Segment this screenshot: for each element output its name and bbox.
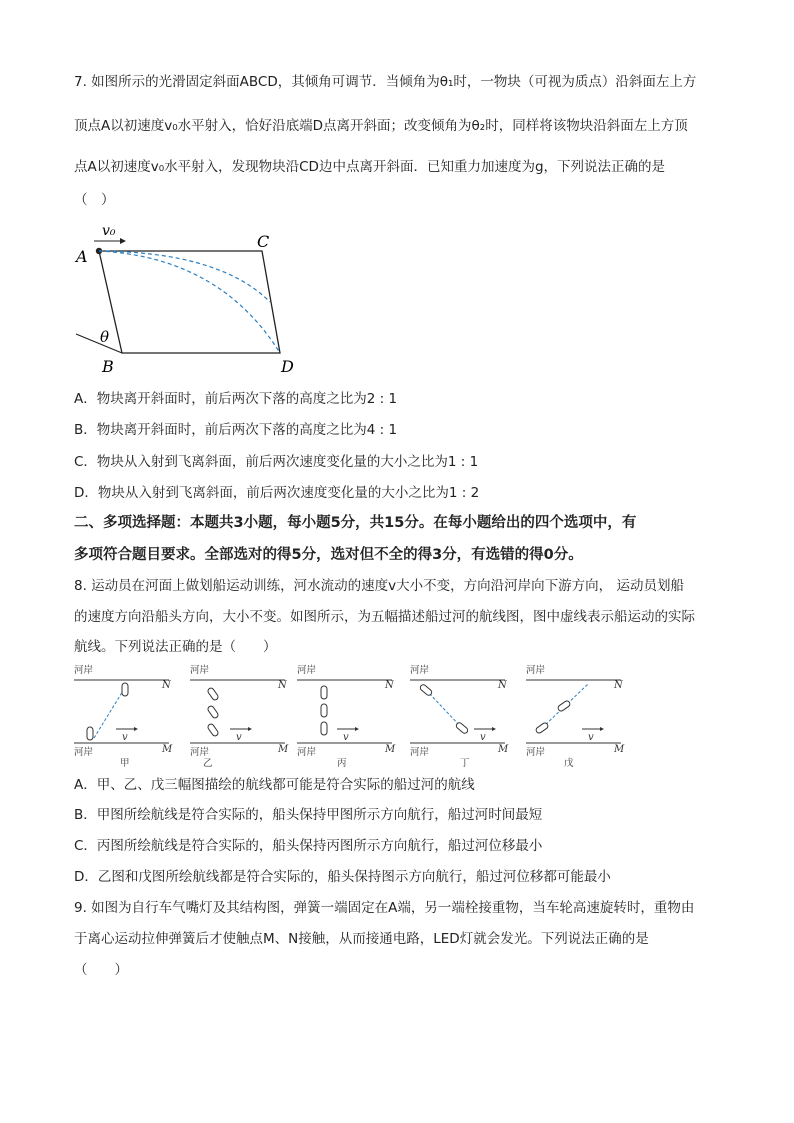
bank-label-top: 河岸 [74, 665, 94, 676]
q8-line-2: 的速度方向沿船头方向，大小不变。如图所示，为五幅描述船过河的航线图，图中虚线表示船运动的实际 [74, 609, 695, 625]
q7-label-B: B [102, 357, 114, 376]
panel-label-jia: 甲 [120, 758, 130, 769]
q8-option-b: B．甲图所绘航线是符合实际的，船头保持甲图所示方向航行，船过河时间最短 [74, 807, 543, 823]
label-N: N [162, 680, 171, 691]
q8-panel-ding [410, 662, 512, 770]
q9-line-1: 9. 如图为自行车气嘴灯及其结构图，弹簧一端固定在A端，另一端栓接重物，当车轮高速旋转时，重物由 [74, 900, 695, 916]
q7-line-4: （ ） [74, 192, 115, 208]
q7-label-D: D [281, 357, 294, 376]
bank-label-bottom: 河岸 [190, 747, 210, 758]
q8-option-a: A．甲、乙、戊三幅图描绘的航线都可能是符合实际的船过河的航线 [74, 777, 475, 793]
q7-option-a: A．物块离开斜面时，前后两次下落的高度之比为2 : 1 [74, 391, 398, 407]
q8-panel-bing [297, 662, 399, 770]
label-M: M [498, 744, 509, 755]
label-v: v [343, 732, 349, 743]
label-N: N [278, 680, 287, 691]
q8-line-1: 8. 运动员在河面上做划船运动训练，河水流动的速度v大小不变，方向沿河岸向下游方向， 运动员划船 [74, 578, 684, 594]
bank-label-top: 河岸 [297, 665, 317, 676]
bank-label-top: 河岸 [526, 665, 546, 676]
q7-label-A: A [76, 247, 88, 266]
label-M: M [278, 744, 289, 755]
panel-label-yi: 乙 [203, 758, 213, 769]
panel-label-ding: 丁 [460, 758, 470, 769]
q8-option-d: D．乙图和戊图所绘航线都是符合实际的，船头保持图示方向航行，船过河位移都可能最小 [74, 869, 611, 885]
q7-label-C: C [257, 232, 270, 251]
q8-panel-wu [526, 662, 628, 770]
bank-label-bottom: 河岸 [74, 747, 94, 758]
q8-line-3: 航线。下列说法正确的是（ ） [74, 639, 277, 655]
label-M: M [385, 744, 396, 755]
q7-v0-label: v₀ [102, 223, 116, 239]
label-N: N [385, 680, 394, 691]
q9-line-2: 于离心运动拉伸弹簧后才使触点M、N接触，从而接通电路，LED灯就会发光。下列说法正确的是 [74, 931, 649, 947]
label-N: N [498, 680, 507, 691]
label-N: N [614, 680, 623, 691]
section2-line-2: 多项符合题目要求。全部选对的得5分，选对但不全的得3分，有选错的得0分。 [74, 547, 583, 563]
label-v: v [122, 732, 128, 743]
bank-label-top: 河岸 [410, 665, 430, 676]
q7-option-c: C．物块从入射到飞离斜面，前后两次速度变化量的大小之比为1 : 1 [74, 454, 479, 470]
q7-label-theta: θ [100, 328, 110, 346]
q7-option-d: D．物块从入射到飞离斜面，前后两次速度变化量的大小之比为1 : 2 [74, 485, 480, 501]
section2-line-1: 二、多项选择题：本题共3小题，每小题5分，共15分。在每小题给出的四个选项中，有 [74, 515, 637, 531]
label-M: M [162, 744, 173, 755]
label-v: v [588, 732, 594, 743]
label-v: v [480, 732, 486, 743]
panel-label-bing: 丙 [337, 758, 347, 769]
bank-label-bottom: 河岸 [297, 747, 317, 758]
q7-line-3: 点A以初速度v₀水平射入，发现物块沿CD边中点离开斜面．已知重力加速度为g，下列说法正确的是 [74, 159, 666, 175]
bank-label-top: 河岸 [190, 665, 210, 676]
q7-line-2: 顶点A以初速度v₀水平射入，恰好沿底端D点离开斜面；改变倾角为θ₂时，同样将该物块沿斜面左上方顶 [74, 118, 688, 134]
q7-incline-figure [70, 222, 310, 380]
q8-panel-yi [190, 662, 292, 770]
q8-panel-jia [74, 662, 176, 770]
panel-label-wu: 戊 [564, 758, 574, 769]
bank-label-bottom: 河岸 [526, 747, 546, 758]
q7-line-1: 7. 如图所示的光滑固定斜面ABCD，其倾角可调节．当倾角为θ₁时，一物块（可视为质点）沿斜面左上方 [74, 74, 697, 90]
q9-line-3: （ ） [74, 962, 128, 978]
bank-label-bottom: 河岸 [410, 747, 430, 758]
q8-option-c: C．丙图所绘航线是符合实际的，船头保持丙图所示方向航行，船过河位移最小 [74, 838, 543, 854]
label-M: M [614, 744, 625, 755]
label-v: v [236, 732, 242, 743]
q7-option-b: B．物块离开斜面时，前后两次下落的高度之比为4 : 1 [74, 422, 398, 438]
